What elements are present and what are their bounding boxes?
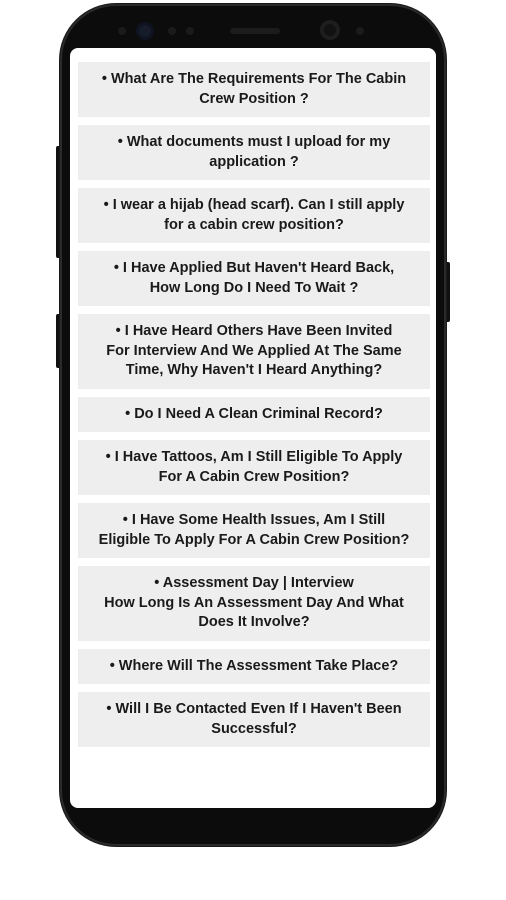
faq-list — [78, 62, 430, 755]
faq-item-tattoos[interactable]: • I Have Tattoos, Am I Still Eligible To Apply For A Cabin Crew Position? — [78, 440, 430, 495]
faq-item-cabin-crew-requirements[interactable]: • What Are The Requirements For The Cabin Crew Position ? — [78, 62, 430, 117]
faq-item-assessment-location[interactable]: • Where Will The Assessment Take Place? — [78, 649, 430, 685]
phone-screen — [70, 48, 436, 808]
faq-item-assessment-day[interactable]: • Assessment Day | Interview How Long Is An Assessment Day And What Does It Involve? — [78, 566, 430, 641]
faq-item-documents-to-upload[interactable]: • What documents must I upload for my application ? — [78, 125, 430, 180]
faq-item-criminal-record[interactable]: • Do I Need A Clean Criminal Record? — [78, 397, 430, 433]
proximity-sensor-icon — [118, 27, 126, 35]
earpiece-speaker — [230, 28, 280, 34]
light-sensor-icon — [168, 27, 176, 35]
iris-scanner-icon — [136, 22, 154, 40]
front-camera-icon — [320, 20, 340, 40]
faq-item-wait-time[interactable]: • I Have Applied But Haven't Heard Back, How Long Do I Need To Wait ? — [78, 251, 430, 306]
faq-item-hijab[interactable]: • I wear a hijab (head scarf). Can I still apply for a cabin crew position? — [78, 188, 430, 243]
light-sensor-icon — [186, 27, 194, 35]
front-sensor-icon — [356, 27, 364, 35]
faq-item-contact-if-unsuccessful[interactable]: • Will I Be Contacted Even If I Haven't Been Successful? — [78, 692, 430, 747]
faq-item-interview-invitation[interactable]: • I Have Heard Others Have Been Invited For Interview And We Applied At The Same Time, Why Haven't I Heard Anything? — [78, 314, 430, 389]
faq-item-health-issues[interactable]: • I Have Some Health Issues, Am I Still Eligible To Apply For A Cabin Crew Position? — [78, 503, 430, 558]
